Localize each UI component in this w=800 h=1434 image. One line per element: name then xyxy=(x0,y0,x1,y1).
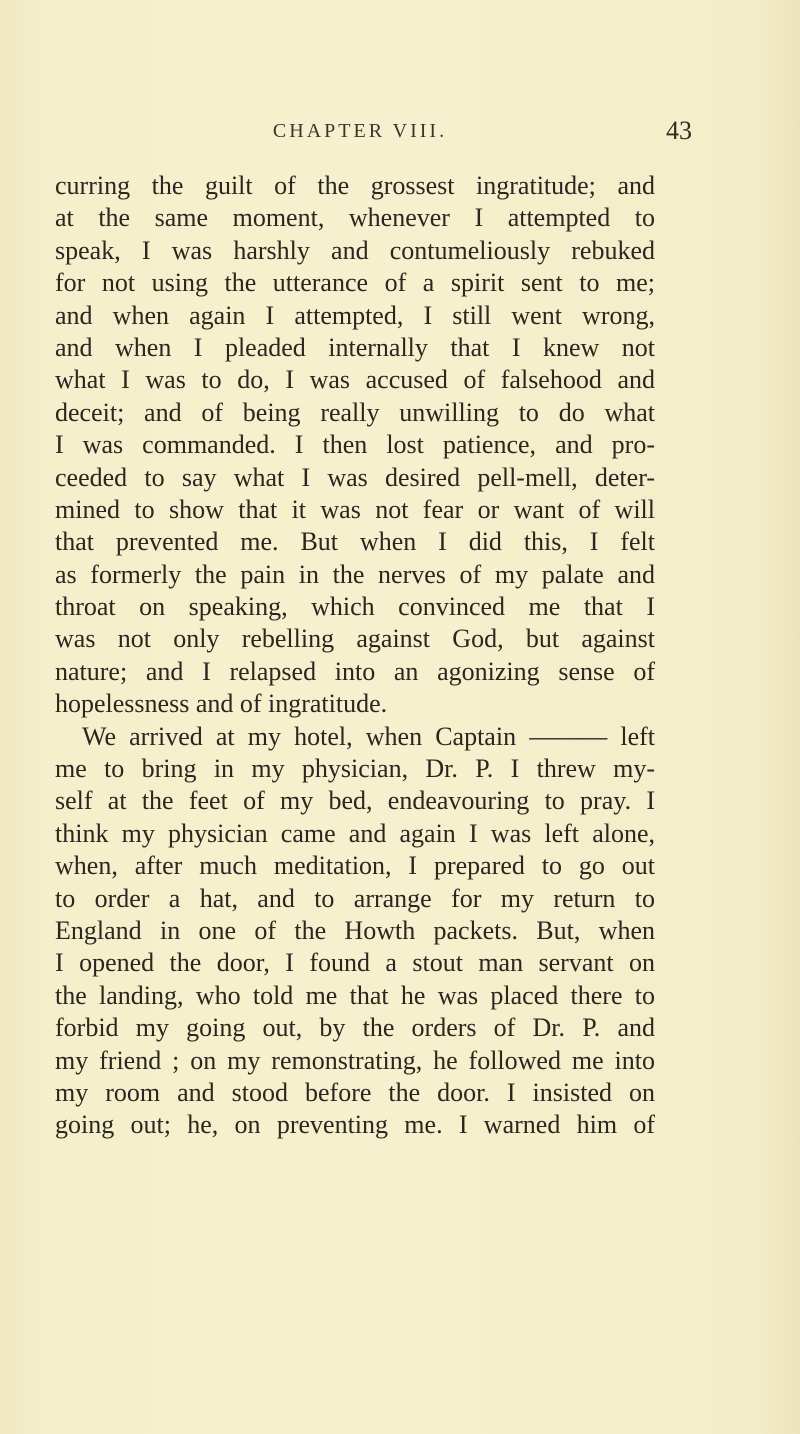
text-line: and when I pleaded internally that I knew not xyxy=(55,332,655,362)
paragraph-start-line: We arrived at my hotel, when Captain ——— left xyxy=(82,721,655,751)
text-line: my friend ; on my remonstrating, he followed me into xyxy=(55,1045,655,1075)
text-line: I was commanded. I then lost patience, and pro- xyxy=(55,430,655,460)
text-line: me to bring in my physician, Dr. P. I threw my- xyxy=(55,754,655,784)
text-line: throat on speaking, which convinced me that I xyxy=(55,592,655,622)
running-head: CHAPTER VIII. xyxy=(272,120,448,142)
text-line: I opened the door, I found a stout man servant on xyxy=(55,948,655,978)
page-number: 43 xyxy=(666,116,692,145)
text-line: ceeded to say what I was desired pell-mell, deter- xyxy=(55,462,655,492)
text-line: what I was to do, I was accused of falsehood and xyxy=(55,365,655,395)
text-line: for not using the utterance of a spirit sent to me; xyxy=(55,268,655,298)
text-line: self at the feet of my bed, endeavouring to pray. I xyxy=(55,786,655,816)
text-line: the landing, who told me that he was placed there to xyxy=(55,980,655,1010)
text-line: going out; he, on preventing me. I warned him of xyxy=(55,1110,655,1140)
text-line: deceit; and of being really unwilling to do what xyxy=(55,397,655,427)
text-line: was not only rebelling against God, but against xyxy=(55,624,655,654)
text-line: that prevented me. But when I did this, I felt xyxy=(55,527,655,557)
text-line: nature; and I relapsed into an agonizing sense of xyxy=(55,656,655,686)
paragraph-end-line: hopelessness and of ingratitude. xyxy=(55,689,388,719)
text-line: at the same moment, whenever I attempted to xyxy=(55,203,655,233)
text-line: think my physician came and again I was left alone, xyxy=(55,818,655,848)
text-line: curring the guilt of the grossest ingratitude; and xyxy=(55,171,655,200)
body-text xyxy=(55,170,655,1142)
text-line: when, after much meditation, I prepared to go out xyxy=(55,851,655,881)
text-line: forbid my going out, by the orders of Dr. P. and xyxy=(55,1013,655,1043)
text-line: speak, I was harshly and contumeliously rebuked xyxy=(55,235,655,265)
text-line: and when again I attempted, I still went wrong, xyxy=(55,300,655,330)
text-line: mined to show that it was not fear or want of will xyxy=(55,494,655,524)
page-header xyxy=(0,116,800,156)
text-line: as formerly the pain in the nerves of my palate and xyxy=(55,559,655,589)
text-line: England in one of the Howth packets. But, when xyxy=(55,915,655,945)
text-line: my room and stood before the door. I insisted on xyxy=(55,1077,655,1107)
text-line: to order a hat, and to arrange for my return to xyxy=(55,883,655,913)
